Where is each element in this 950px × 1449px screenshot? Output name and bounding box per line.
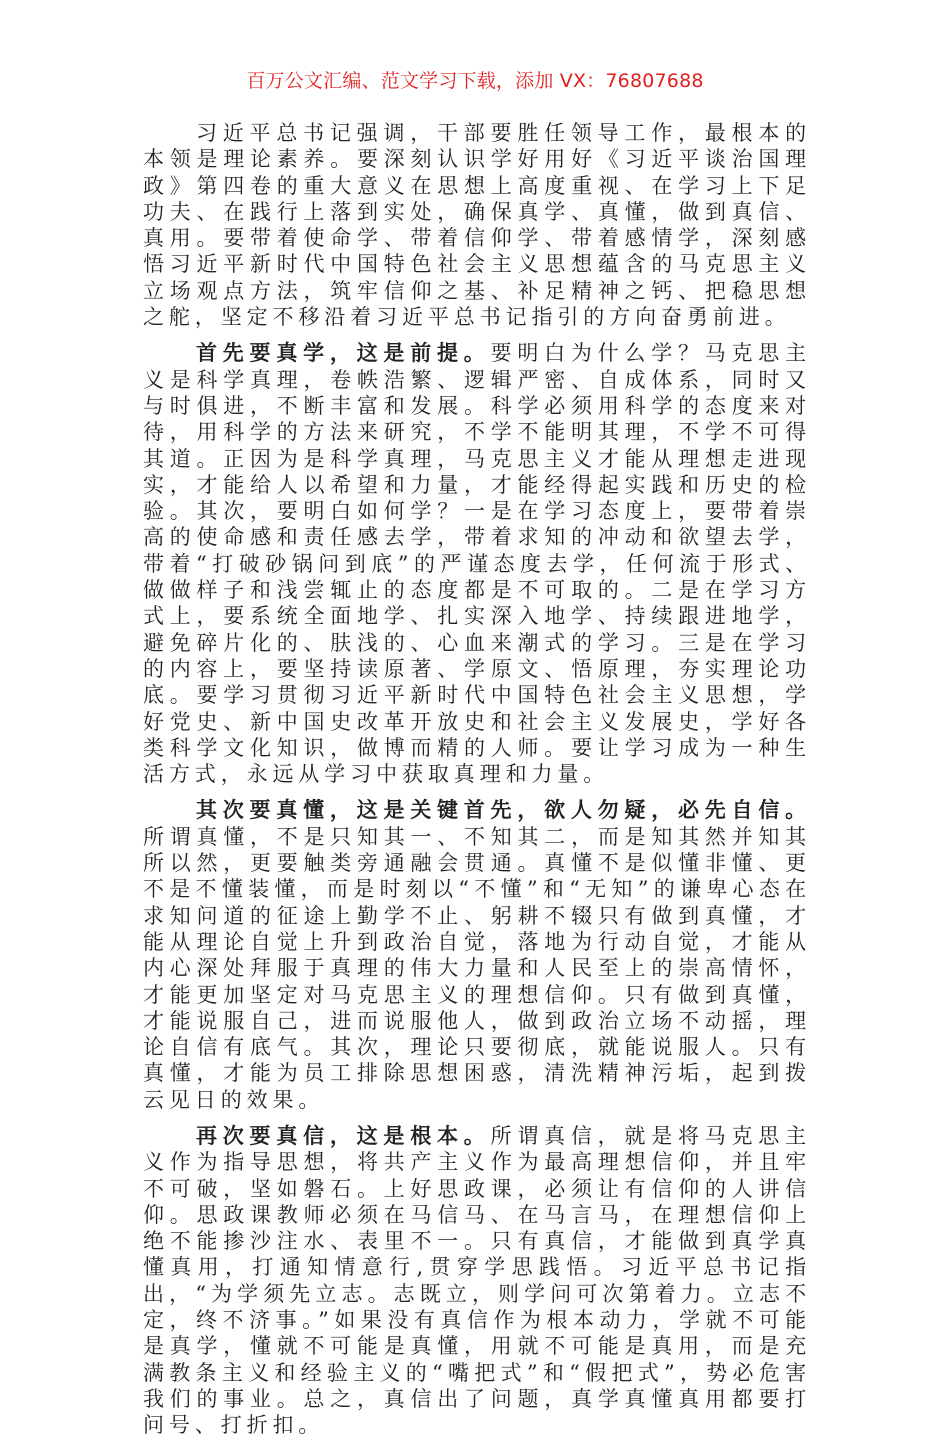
document-body: [143, 120, 811, 1449]
paragraph-text: 所谓真懂，不是只知其一、不知其二，而是知其然并知其所以然，更要触类旁通融会贯通。真懂不是似懂非懂、更不是不懂装懂，而是时刻以“不懂”和“无知”的谦卑心态在求知问道的征途上勤学不止、躬耕不辍只有做到真懂，才能从理论自觉上升到政治自觉，落地为行动自觉，才能从内心深处拜服于真理的伟大力量和人民至上的崇高情怀，才能更加坚定对马克思主义的理想信仰。只有做到真懂，才能说服自己，进而说服他人，做到政治立场不动摇，理论自信有底气。其次，理论只要彻底，就能说服人。只有真懂，才能为员工排除思想困惑，清洗精神污垢，起到拨云见日的效果。: [143, 824, 811, 1112]
paragraph-true-belief: [143, 1123, 811, 1439]
watermark-header: 百万公文汇编、范文学习下载，添加 VX：76807688: [246, 70, 704, 92]
paragraph-true-understanding: [143, 797, 811, 1113]
paragraph-lead: 其次要真懂，这是关键首先，欲人勿疑，必先自信。: [196, 797, 811, 823]
paragraph-text: 习近平总书记强调，干部要胜任领导工作，最根本的本领是理论素养。要深刻认识学好用好《习近平谈治国理政》第四卷的重大意义在思想上高度重视、在学习上下足功夫、在践行上落到实处，确保真学、真懂，做到真信、真用。要带着使命学、带着信仰学、带着感情学，深刻感悟习近平新时代中国特色社会主义思想蕴含的马克思主义立场观点方法，筑牢信仰之基、补足精神之钙、把稳思想之舵，坚定不移沿着习近平总书记指引的方向奋勇前进。: [143, 121, 811, 330]
paragraph-lead: 再次要真信，这是根本。: [196, 1122, 491, 1148]
paragraph-text: 要明白为什么学？马克思主义是科学真理，卷帙浩繁、逻辑严密、自成体系，同时又与时俱进，不断丰富和发展。科学必须用科学的态度来对待，用科学的方法来研究，不学不能明其理，不学不可得其道。正因为是科学真理，马克思主义才能从理想走进现实，才能给人以希望和力量，才能经得起实践和历史的检验。其次，要明白如何学？一是在学习态度上，要带着崇高的使命感和责任感去学，带着求知的冲动和欲望去学，带着“打破砂锅问到底”的严谨态度去学，任何流于形式、做做样子和浅尝辄止的态度都是不可取的。二是在学习方式上，要系统全面地学、扎实深入地学、持续跟进地学，避免碎片化的、肤浅的、心血来潮式的学习。三是在学习的内容上，要坚持读原著、学原文、悟原理，夯实理论功底。要学习贯彻习近平新时代中国特色社会主义思想，学好党史、新中国史改革开放史和社会主义发展史，学好各类科学文化知识，做博而精的人师。要让学习成为一种生活方式，永远从学习中获取真理和力量。: [143, 341, 811, 787]
paragraph-text: 所谓真信，就是将马克思主义作为指导思想，将共产主义作为最高理想信仰，并且牢不可破，坚如磐石。上好思政课，必须让有信仰的人讲信仰。思政课教师必须在马信马、在马言马，在理想信仰上绝不能掺沙注水、表里不一。只有真信，才能做到真学真懂真用，打通知情意行,贯穿学思践悟。习近平总书记指出，“为学须先立志。志既立，则学问可次第着力。立志不定，终不济事。”如果没有真信作为根本动力，学就不可能是真学，懂就不可能是真懂，用就不可能是真用，而是充满教条主义和经验主义的“嘴把式”和“假把式”，势必危害我们的事业。总之，真信出了问题，真学真懂真用都要打问号、打折扣。: [143, 1123, 811, 1438]
paragraph-lead: 首先要真学，这是前提。: [196, 340, 491, 366]
paragraph-intro: [143, 120, 811, 330]
paragraph-true-study: [143, 340, 811, 787]
